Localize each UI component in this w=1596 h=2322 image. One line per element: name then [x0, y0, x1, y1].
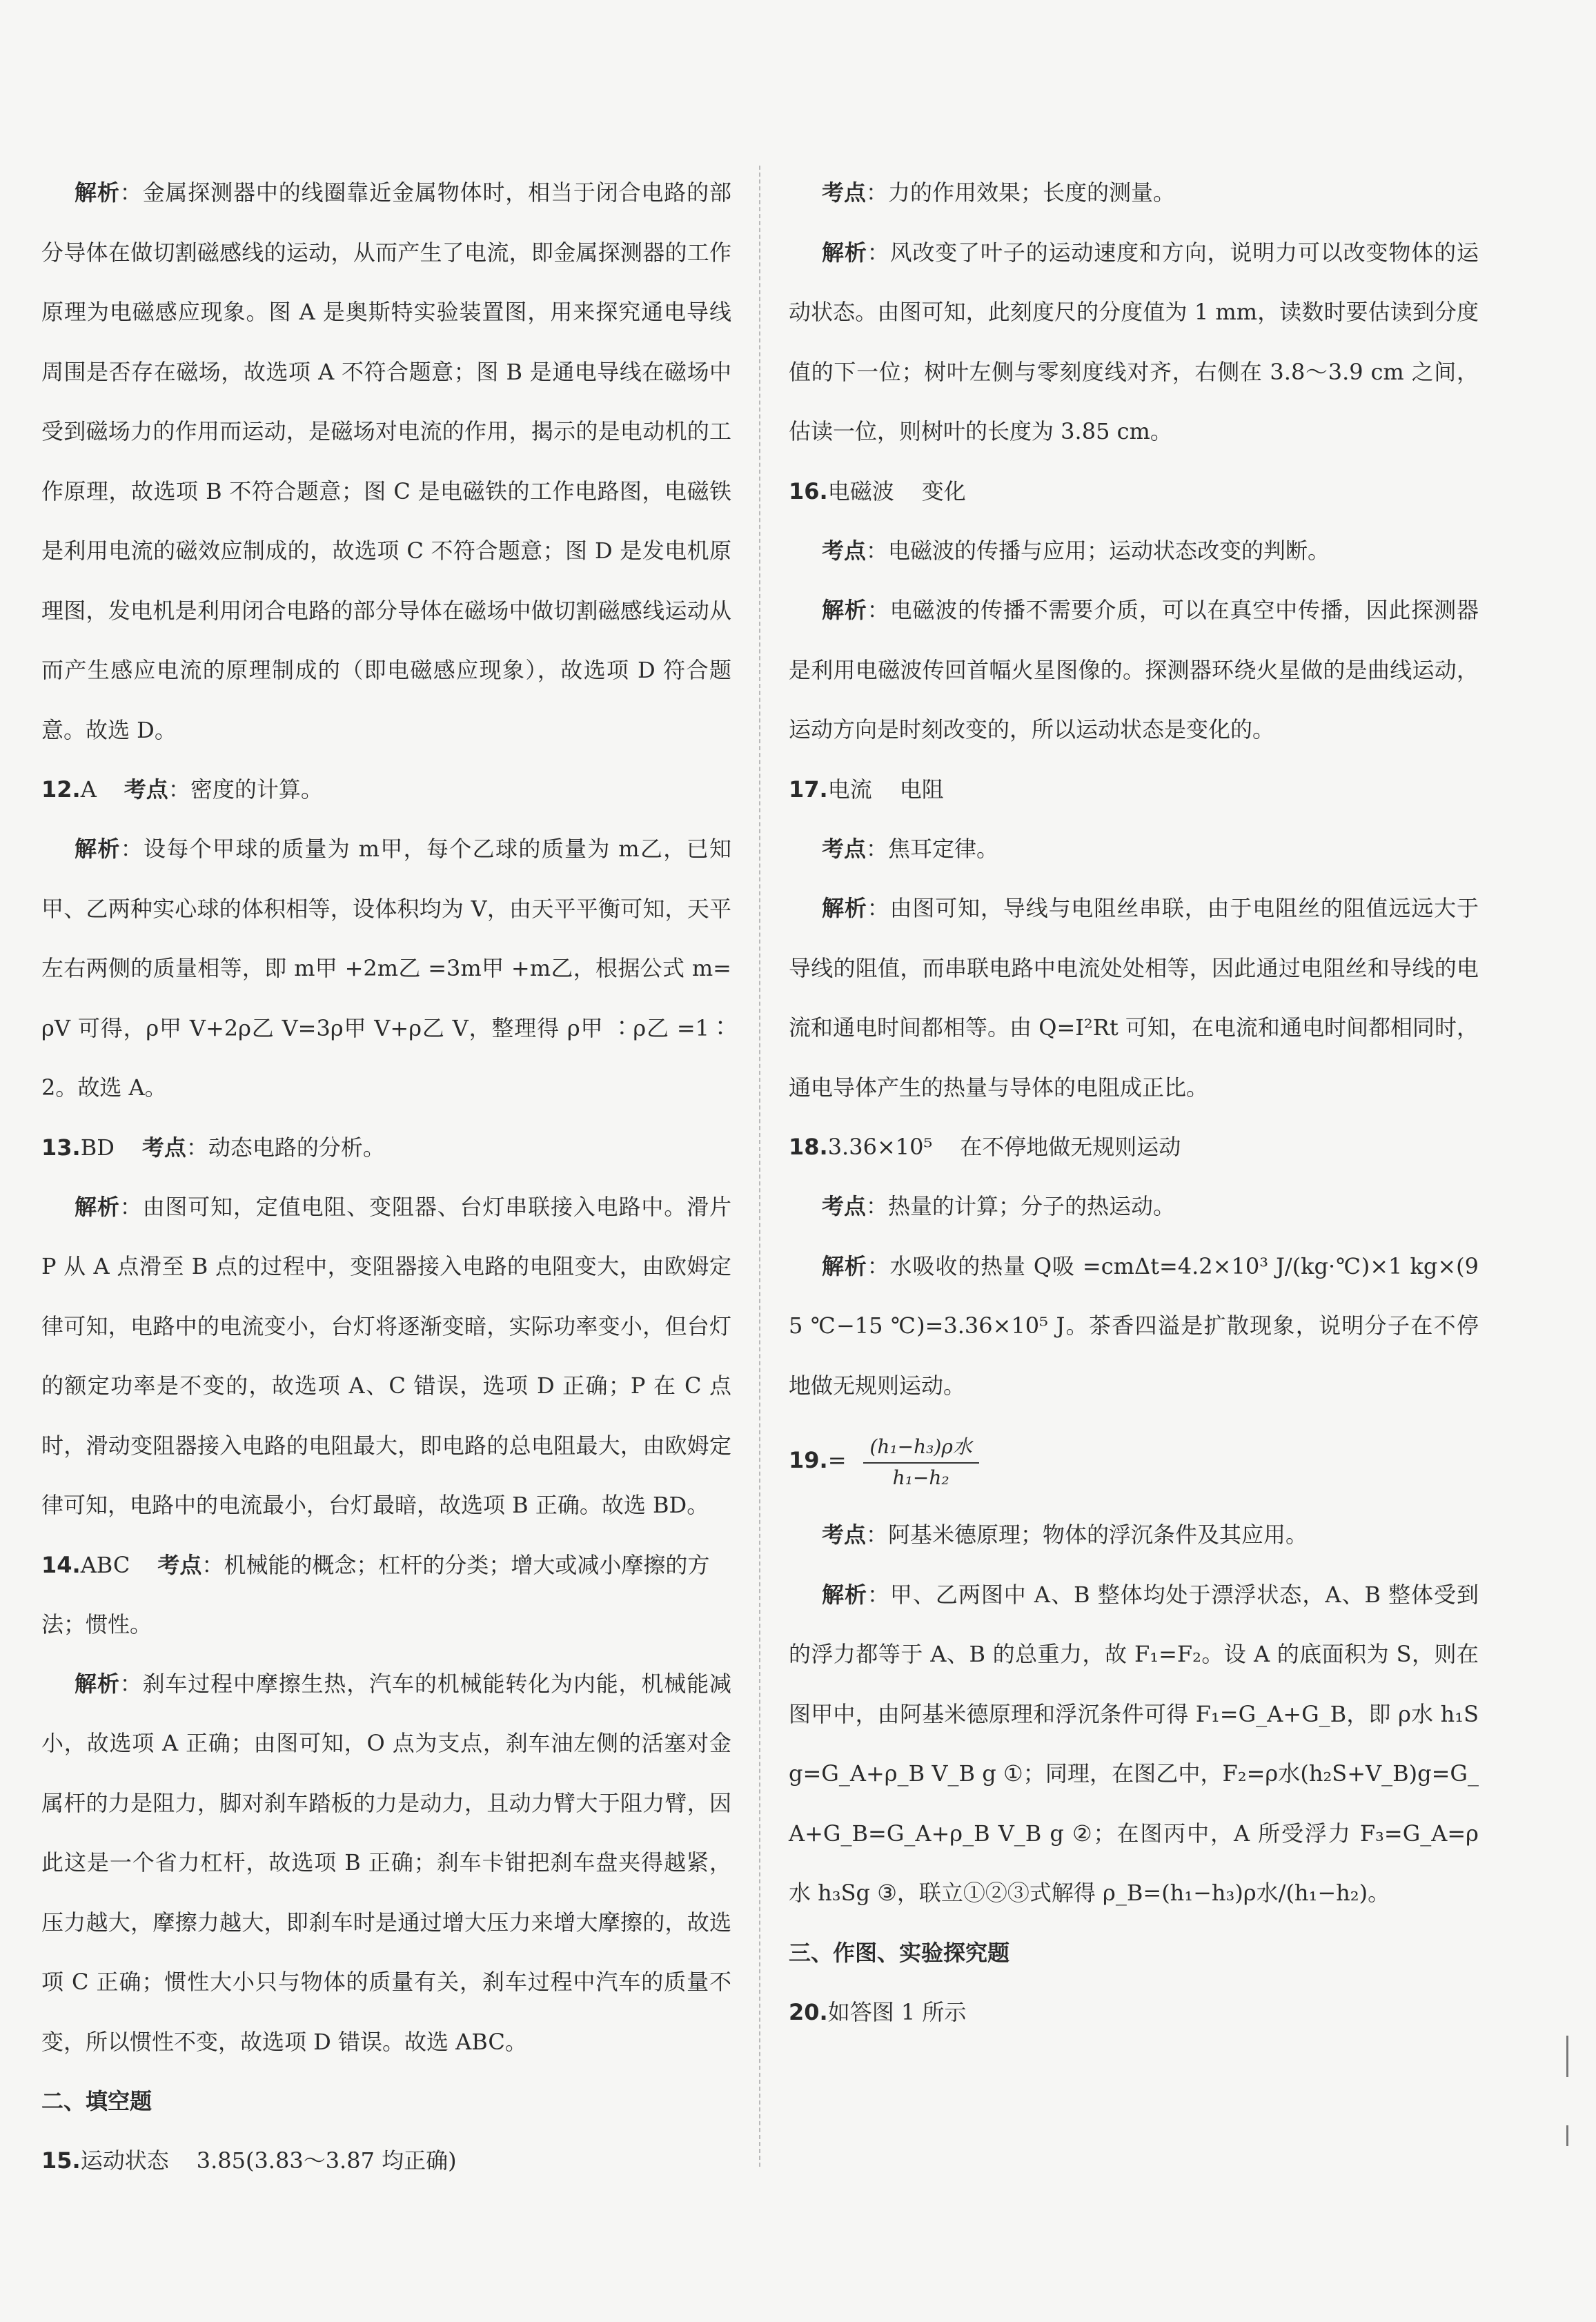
q15-analysis: 解析：风改变了叶子的运动速度和方向，说明力可以改变物体的运动状态。由图可知，此刻度尺的分度值为 1 mm，读数时要估读到分度值的下一位；树叶左侧与零刻度线对齐，右侧在 3.8～3.9 cm 之间，估读一位，则树叶的长度为 3.85 cm。	[789, 239, 1479, 444]
q11-analysis: 解析：金属探测器中的线圈靠近金属物体时，相当于闭合电路的部分导体在做切割磁感线的运动，从而产生了电流，即金属探测器的工作原理为电磁感应现象。图 A 是奥斯特实验装置图，用来探究通电导线周围是否存在磁场，故选项 A 不符合题意；图 B 是通电导线在磁场中受到磁场力的作用而运动，是磁场对电流的作用，揭示的是电动机的工作原理，故选项 B 不符合题意；图 C 是电磁铁的工作电路图，电磁铁是利用电流的磁效应制成的，故选项 C 不符合题意；图 D 是发电机原理图，发电机是利用闭合电路的部分导体在磁场中做切割磁感线运动从而产生感应电流的原理制成的（即电磁感应现象），故选项 D 符合题意。故选 D。	[41, 179, 731, 743]
q19-analysis: 解析：甲、乙两图中 A、B 整体均处于漂浮状态，A、B 整体受到的浮力都等于 A、B 的总重力，故 F₁=F₂。设 A 的底面积为 S，则在图甲中，由阿基米德原理和浮沉条件可得 F₁=G_A+G_B，即 ρ水 h₁Sg=G_A+ρ_B V_B g ①；同理，在图乙中，F₂=ρ水(h₂S+V_B)g=G_A+G_B=G_A+ρ_B V_B g ②；在图丙中，A 所受浮力 F₃=G_A=ρ水 h₃Sg ③，联立①②③式解得 ρ_B=(h₁−h₃)ρ水/(h₁−h₂)。	[789, 1581, 1479, 1906]
q14-answer: 14.ABC 考点：机械能的概念；杠杆的分类；增大或减小摩擦的方法；惯性。	[41, 1551, 710, 1637]
q20-answer: 20.如答图 1 所示	[789, 1998, 967, 2025]
q19-answer: 19. = $\frac{\text{(h₁−h₃)ρ水}}{\text{h₁−h₂}}$	[789, 1415, 1479, 1505]
left-column	[41, 163, 731, 2190]
right-column	[789, 163, 1479, 2042]
scan-edge-mark	[1566, 2125, 1568, 2146]
q19-topic: 考点：阿基米德原理；物体的浮沉条件及其应用。	[822, 1522, 1308, 1548]
q15-answer: 15.运动状态 3.85(3.83～3.87 均正确)	[41, 2147, 457, 2174]
scan-edge-mark	[1566, 2036, 1568, 2077]
section-fill-in: 二、填空题	[41, 2088, 152, 2114]
q15-topic: 考点：力的作用效果；长度的测量。	[822, 179, 1176, 206]
q16-answer: 16.电磁波 变化	[789, 478, 966, 504]
section-drawing-experiment: 三、作图、实验探究题	[789, 1939, 1010, 1966]
q18-answer: 18.3.36×10⁵ 在不停地做无规则运动	[789, 1134, 1181, 1160]
q13-answer: 13.BD 考点：动态电路的分析。	[41, 1134, 385, 1161]
q12-analysis: 解析：设每个甲球的质量为 m甲，每个乙球的质量为 m乙，已知甲、乙两种实心球的体积相等，设体积均为 V，由天平平衡可知，天平左右两侧的质量相等，即 m甲 +2m乙 =3m甲 +m乙，根据公式 m=ρV 可得，ρ甲 V+2ρ乙 V=3ρ甲 V+ρ乙 V，整理得 ρ甲 ∶ρ乙 =1∶2。故选 A。	[41, 836, 731, 1101]
q19-fraction: $\frac{\text{(h₁−h₃)ρ水}}{\text{h₁−h₂}}$	[863, 1432, 979, 1489]
q18-topic: 考点：热量的计算；分子的热运动。	[822, 1193, 1176, 1219]
q16-analysis: 解析：电磁波的传播不需要介质，可以在真空中传播，因此探测器是利用电磁波传回首幅火星图像的。探测器环绕火星做的是曲线运动，运动方向是时刻改变的，所以运动状态是变化的。	[789, 597, 1479, 742]
q17-topic: 考点：焦耳定律。	[822, 835, 999, 862]
q14-analysis: 解析：刹车过程中摩擦生热，汽车的机械能转化为内能，机械能减小，故选项 A 正确；由图可知，O 点为支点，刹车油左侧的活塞对金属杆的力是阻力，脚对刹车踏板的力是动力，且动力臂大于阻力臂，因此这是一个省力杠杆，故选项 B 正确；刹车卡钳把刹车盘夹得越紧，压力越大，摩擦力越大，即刹车时是通过增大压力来增大摩擦的，故选项 C 正确；惯性大小只与物体的质量有关，刹车过程中汽车的质量不变，所以惯性不变，故选项 D 错误。故选 ABC。	[41, 1670, 731, 2055]
q17-answer: 17.电流 电阻	[789, 776, 944, 803]
column-divider	[759, 166, 760, 2167]
q13-analysis: 解析：由图可知，定值电阻、变阻器、台灯串联接入电路中。滑片 P 从 A 点滑至 B 点的过程中，变阻器接入电路的电阻变大，由欧姆定律可知，电路中的电流变小，台灯将逐渐变暗，实际功率变小，但台灯的额定功率是不变的，故选项 A、C 错误，选项 D 正确；P 在 C 点时，滑动变阻器接入电路的电阻最大，即电路的总电阻最大，由欧姆定律可知，电路中的电流最小，台灯最暗，故选项 B 正确。故选 BD。	[41, 1193, 731, 1518]
q18-analysis: 解析：水吸收的热量 Q吸 =cmΔt=4.2×10³ J/(kg·℃)×1 kg×(95 ℃−15 ℃)=3.36×10⁵ J。茶香四溢是扩散现象，说明分子在不停地做无规则运动。	[789, 1252, 1479, 1399]
q17-analysis: 解析：由图可知，导线与电阻丝串联，由于电阻丝的阻值远远大于导线的阻值，而串联电路中电流处处相等，因此通过电阻丝和导线的电流和通电时间都相等。由 Q=I²Rt 可知，在电流和通电时间都相同时，通电导体产生的热量与导体的电阻成正比。	[789, 895, 1479, 1101]
q12-answer: 12.A 考点：密度的计算。	[41, 776, 323, 803]
q16-topic: 考点：电磁波的传播与应用；运动状态改变的判断。	[822, 537, 1330, 564]
